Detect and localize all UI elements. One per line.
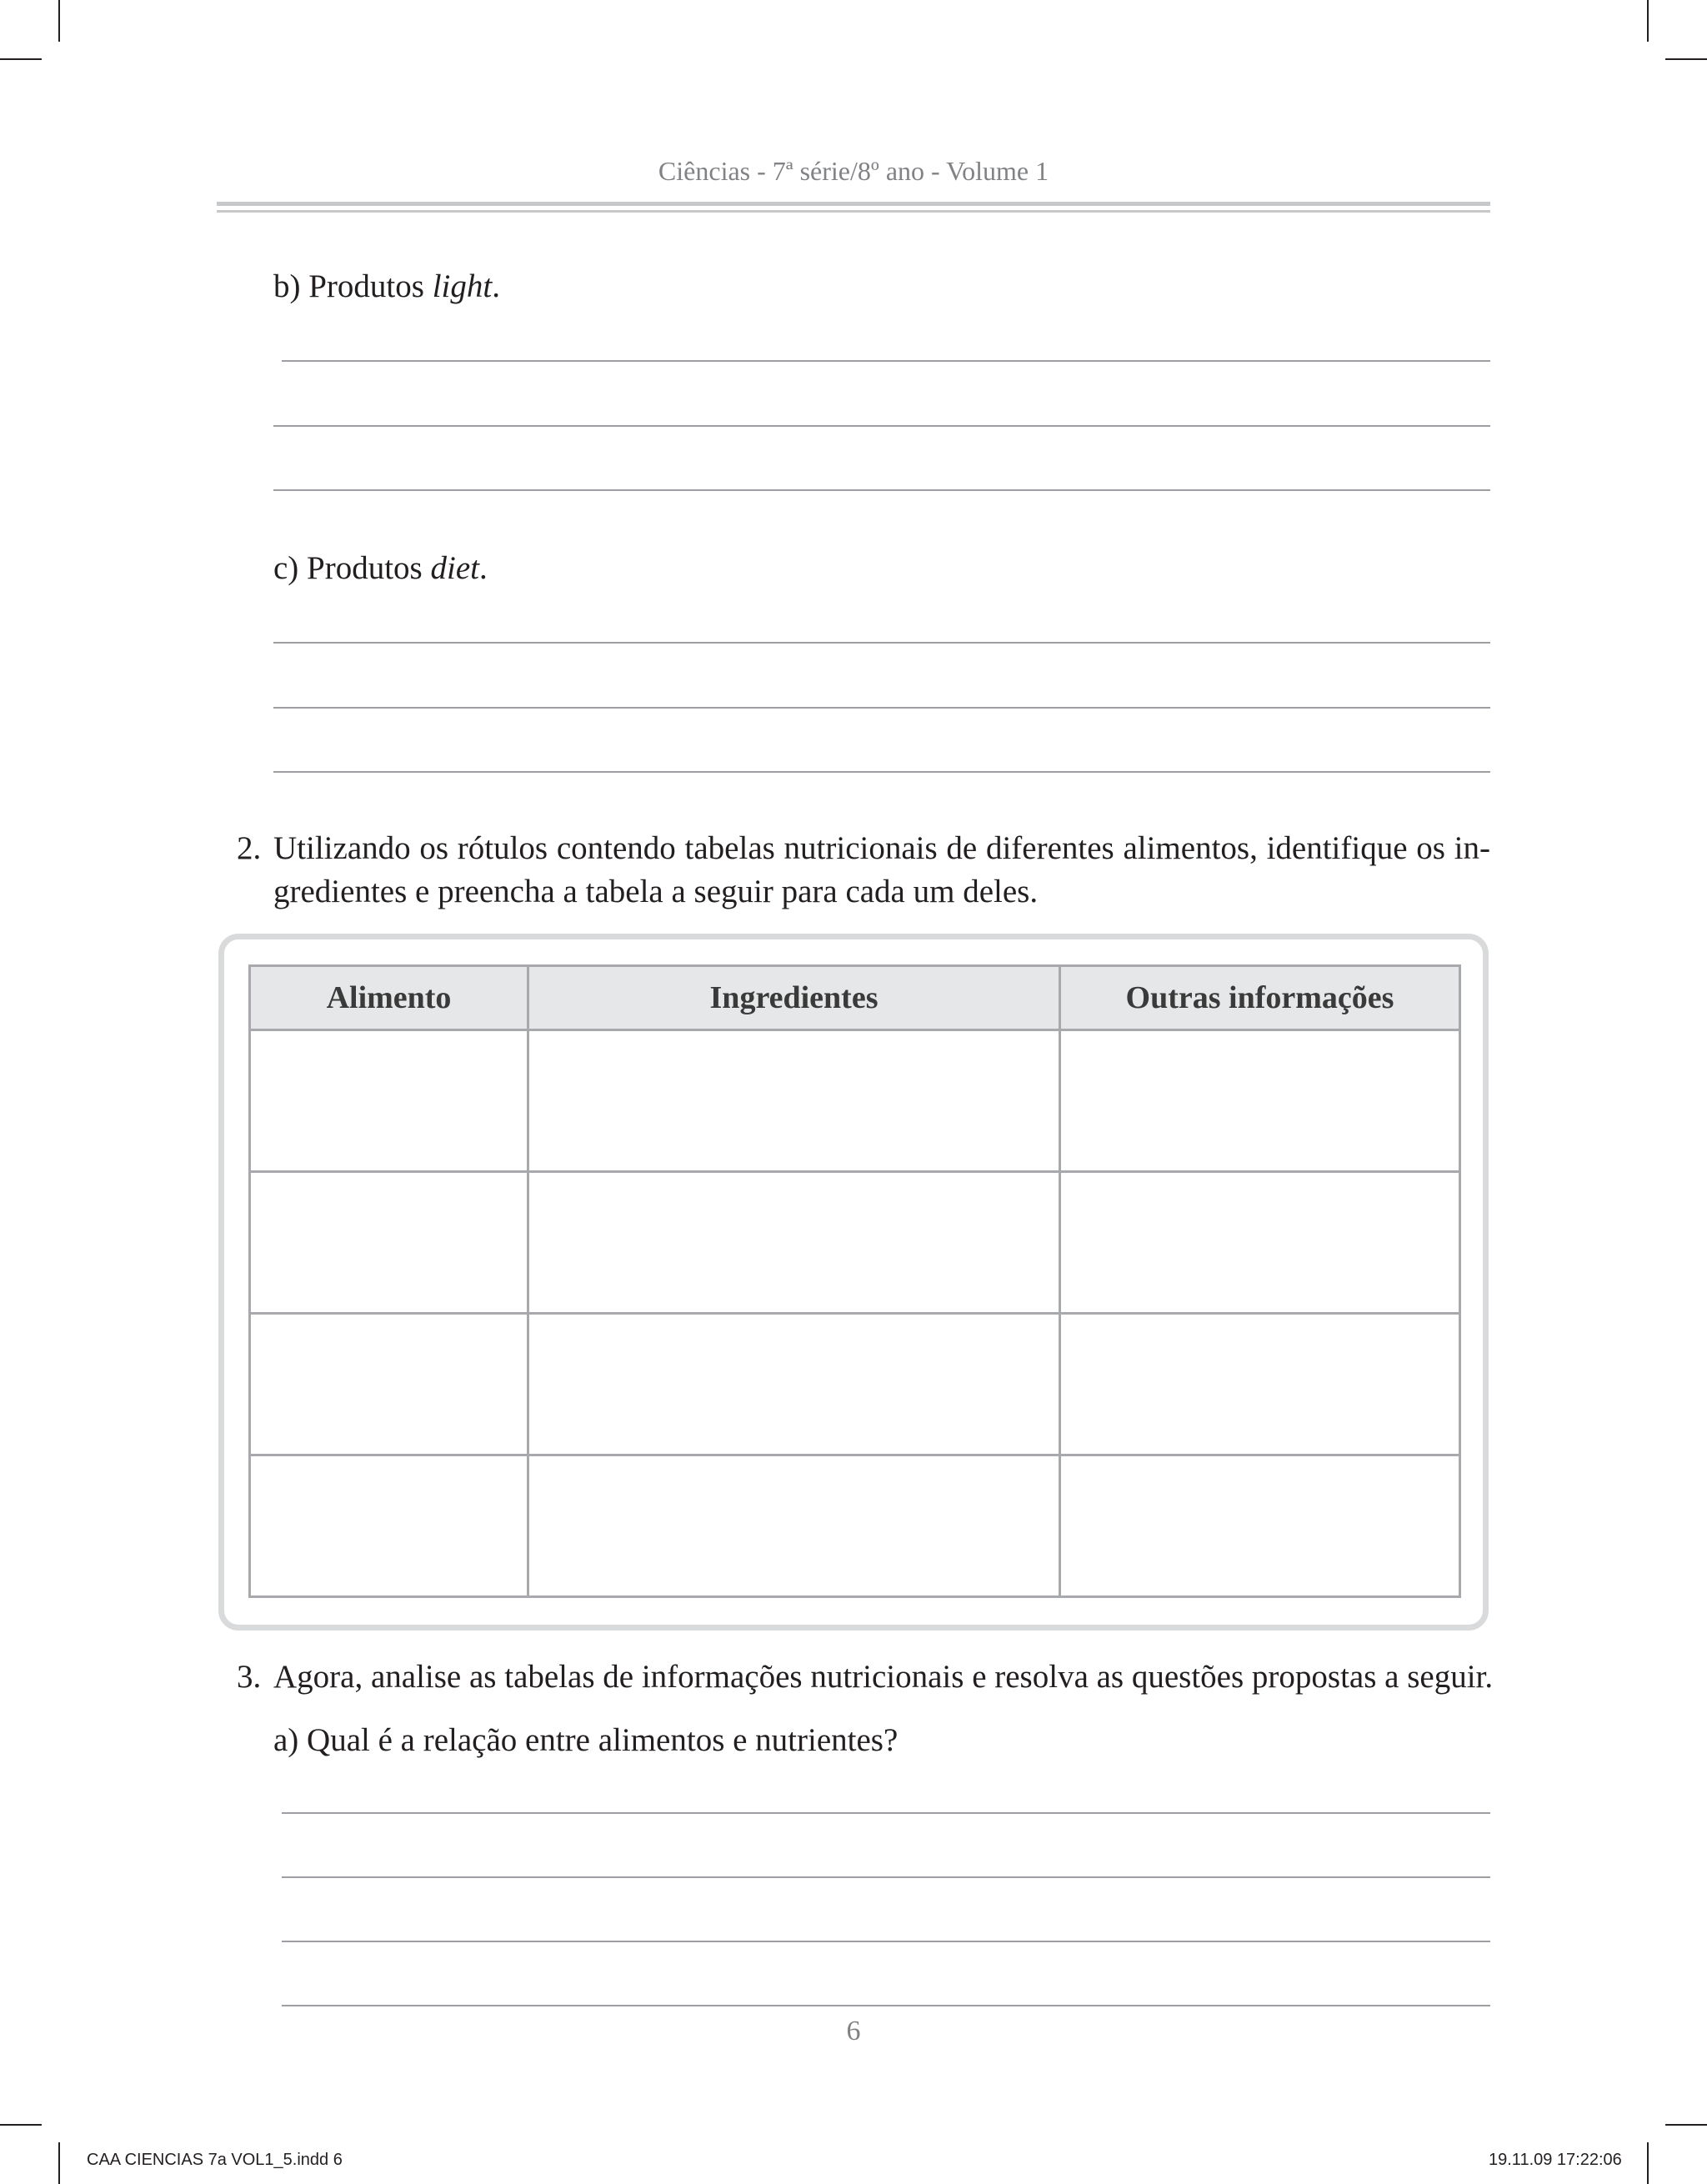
item-b-end: .: [492, 268, 500, 304]
table-cell[interactable]: [1060, 1314, 1460, 1455]
answer-line[interactable]: [282, 360, 1490, 362]
table-cell[interactable]: [528, 1455, 1060, 1597]
crop-mark: [58, 2142, 60, 2184]
table-cell[interactable]: [250, 1314, 528, 1455]
table-cell[interactable]: [528, 1314, 1060, 1455]
item-b-prompt: [273, 265, 500, 308]
answer-line[interactable]: [282, 1876, 1490, 1878]
item-c-prompt: [273, 547, 488, 590]
table-cell[interactable]: [250, 1455, 528, 1597]
table-header-row: [250, 966, 1460, 1030]
crop-mark: [1647, 2142, 1649, 2184]
answer-line[interactable]: [273, 489, 1490, 491]
table-row: [250, 1314, 1460, 1455]
answer-line[interactable]: [273, 771, 1490, 773]
crop-mark: [0, 2124, 42, 2126]
item-c-label: c) Produtos: [273, 550, 431, 586]
answer-line[interactable]: [282, 1812, 1490, 1814]
table-cell[interactable]: [528, 1172, 1060, 1314]
answer-line[interactable]: [273, 642, 1490, 644]
page-number: 6: [846, 2016, 861, 2046]
question-3-number: 3.: [237, 1659, 262, 1695]
table-cell[interactable]: [528, 1030, 1060, 1172]
table-cell[interactable]: [1060, 1455, 1460, 1597]
item-c-term: diet: [430, 550, 479, 586]
header-rule: [217, 202, 1490, 206]
question-2-text: Utilizando os rótulos contendo tabelas nutricionais de diferentes alimentos, identifique os in-gredientes e preencha a tabela a seguir para cada um deles.: [273, 830, 1490, 909]
crop-mark: [0, 58, 42, 60]
header-rule: [217, 210, 1490, 213]
table-row: [250, 1455, 1460, 1597]
slug-timestamp: 19.11.09 17:22:06: [1489, 2151, 1622, 2169]
header-alimento: Alimento: [250, 966, 528, 1030]
table-cell[interactable]: [1060, 1030, 1460, 1172]
running-header: Ciências - 7ª série/8º ano - Volume 1: [658, 156, 1049, 186]
crop-mark: [58, 0, 60, 42]
crop-mark: [1665, 58, 1707, 60]
header-outras-informacoes: Outras informações: [1060, 966, 1460, 1030]
answer-line[interactable]: [282, 1941, 1490, 1942]
table-cell[interactable]: [250, 1172, 528, 1314]
table-cell[interactable]: [250, 1030, 528, 1172]
answer-line[interactable]: [273, 425, 1490, 427]
crop-mark: [1665, 2124, 1707, 2126]
table-row: [250, 1172, 1460, 1314]
crop-mark: [1647, 0, 1649, 42]
question-2-number: 2.: [237, 830, 262, 866]
question-3a-text: a) Qual é a relação entre alimentos e nutrientes?: [273, 1722, 899, 1758]
question-3-text: Agora, analise as tabelas de informações nutricionais e resolva as questões propostas a seguir.: [273, 1659, 1494, 1695]
table-row: [250, 1030, 1460, 1172]
nutrition-table: [248, 964, 1461, 1598]
header-ingredientes: Ingredientes: [528, 966, 1060, 1030]
table-cell[interactable]: [1060, 1172, 1460, 1314]
slug-filename: CAA CIENCIAS 7a VOL1_5.indd 6: [87, 2151, 343, 2169]
item-b-term: light: [432, 268, 493, 304]
item-b-label: b) Produtos: [273, 268, 433, 304]
item-c-end: .: [478, 550, 488, 586]
answer-line[interactable]: [273, 707, 1490, 709]
answer-line[interactable]: [282, 2005, 1490, 2006]
